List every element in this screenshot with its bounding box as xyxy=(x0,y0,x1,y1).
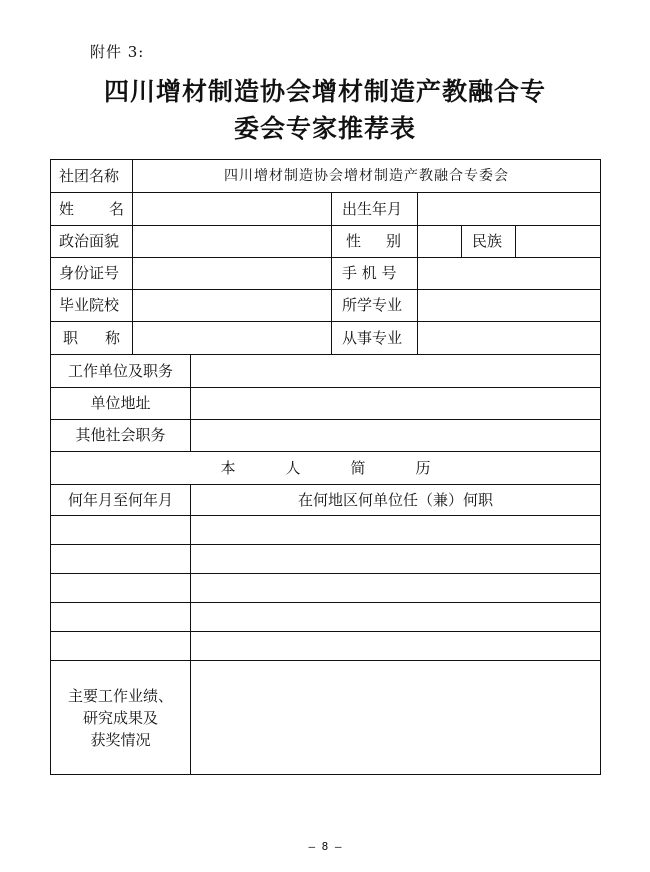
resume-row-5-position[interactable] xyxy=(191,632,600,660)
resume-heading-char-3: 简 xyxy=(350,458,366,477)
achievements-label-line-2: 研究成果及 xyxy=(82,708,158,727)
ethnicity-field[interactable] xyxy=(516,226,600,257)
achievements-field[interactable] xyxy=(191,661,600,774)
period-column-header: 何年月至何年月 xyxy=(67,490,173,509)
resume-row-2-period[interactable] xyxy=(51,545,190,573)
phone-label: 手 机 号 xyxy=(342,264,397,282)
gender-label xyxy=(332,226,417,257)
resume-heading-char-2: 人 xyxy=(285,458,301,477)
name-label-char-1: 姓 xyxy=(59,199,75,218)
work-field-field[interactable] xyxy=(418,322,600,354)
birth-date-field[interactable] xyxy=(418,193,600,225)
political-status-field[interactable] xyxy=(133,226,331,257)
ethnicity-label: 民族 xyxy=(472,232,503,250)
name-label-char-2: 名 xyxy=(108,199,124,218)
resume-row-2-position[interactable] xyxy=(191,545,600,573)
attachment-label: 附件 3: xyxy=(90,43,145,61)
phone-field[interactable] xyxy=(418,258,600,289)
gender-label-char-2: 别 xyxy=(385,232,401,250)
resume-heading-char-1: 本 xyxy=(220,458,236,477)
resume-row-1-period[interactable] xyxy=(51,516,190,544)
school-label: 毕业院校 xyxy=(59,296,120,314)
page-title-line-1: 四川增材制造协会增材制造产教融合专 xyxy=(103,77,546,106)
gender-field[interactable] xyxy=(418,226,461,257)
achievements-label-line-1: 主要工作业绩、 xyxy=(67,686,173,705)
resume-row-5-period[interactable] xyxy=(51,632,190,660)
resume-row-4-position[interactable] xyxy=(191,603,600,631)
page-title-line-2: 委会专家推荐表 xyxy=(233,114,416,143)
resume-row-3-position[interactable] xyxy=(191,574,600,602)
id-number-field[interactable] xyxy=(133,258,331,289)
page-number: – 8 – xyxy=(308,840,342,853)
resume-row-1-position[interactable] xyxy=(191,516,600,544)
other-posts-field[interactable] xyxy=(191,420,600,451)
work-unit-field[interactable] xyxy=(191,355,600,387)
resume-heading xyxy=(51,452,600,484)
work-field-label: 从事专业 xyxy=(342,328,403,347)
job-title-label xyxy=(51,322,132,354)
id-number-label: 身份证号 xyxy=(59,264,120,282)
resume-row-4-period[interactable] xyxy=(51,603,190,631)
org-name-value: 四川增材制造协会增材制造产教融合专委会 xyxy=(224,168,509,184)
achievements-label xyxy=(51,661,190,774)
name-field[interactable] xyxy=(133,193,331,225)
unit-address-field[interactable] xyxy=(191,388,600,419)
job-title-label-char-1: 职 xyxy=(63,328,79,347)
school-field[interactable] xyxy=(133,290,331,321)
political-status-label: 政治面貌 xyxy=(59,232,120,250)
name-label xyxy=(51,193,132,225)
work-unit-label: 工作单位及职务 xyxy=(67,361,173,380)
job-title-label-char-2: 称 xyxy=(104,328,120,347)
resume-row-3-period[interactable] xyxy=(51,574,190,602)
other-posts-label: 其他社会职务 xyxy=(75,426,166,444)
major-label: 所学专业 xyxy=(342,296,403,314)
gender-label-char-1: 性 xyxy=(346,232,362,250)
job-title-field[interactable] xyxy=(133,322,331,354)
org-name-label: 社团名称 xyxy=(59,166,120,185)
achievements-label-line-3: 获奖情况 xyxy=(90,730,151,749)
major-field[interactable] xyxy=(418,290,600,321)
unit-address-label: 单位地址 xyxy=(90,394,151,412)
birth-date-label: 出生年月 xyxy=(342,199,403,218)
resume-heading-char-4: 历 xyxy=(415,458,431,477)
position-column-header: 在何地区何单位任（兼）何职 xyxy=(297,490,493,509)
